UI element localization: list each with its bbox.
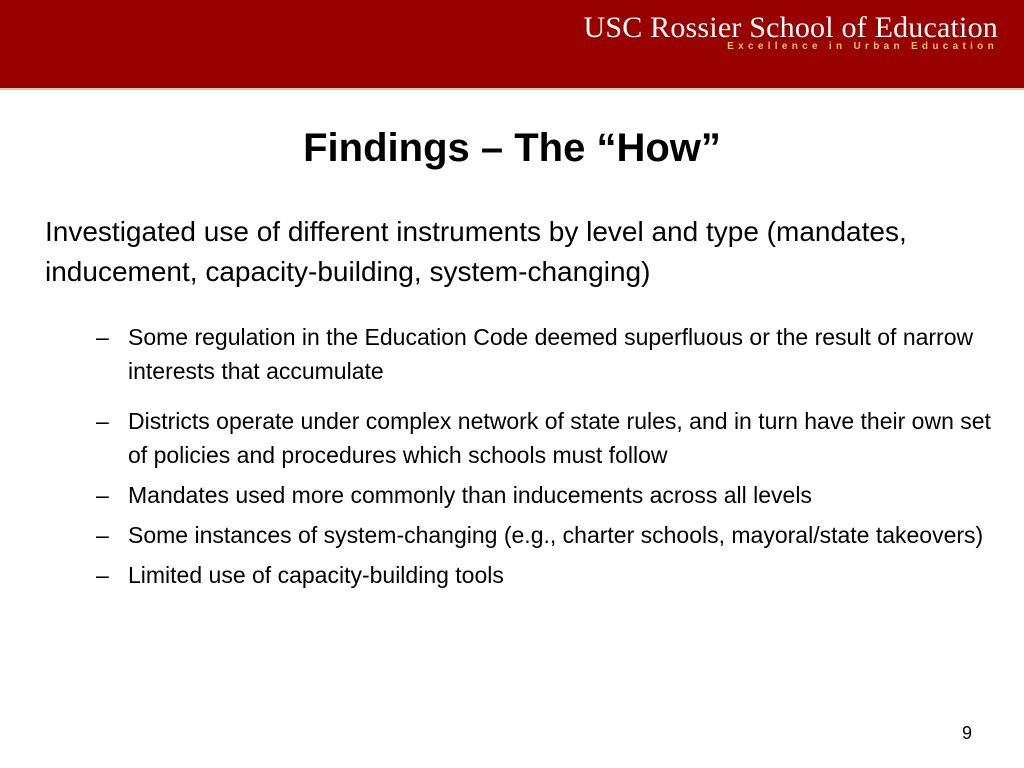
bullet-item: [96, 478, 996, 512]
school-name: USC Rossier School of Education: [583, 11, 998, 44]
banner-divider: [0, 88, 1024, 90]
bullet-text: Some instances of system-changing (e.g., charter schools, mayoral/state takeovers): [128, 522, 984, 548]
bullet-item: [96, 404, 996, 472]
school-tagline: Excellence in Urban Education: [727, 41, 998, 52]
bullet-item: [96, 558, 996, 592]
header-banner: [0, 0, 1024, 89]
bullet-text: Limited use of capacity-building tools: [128, 562, 504, 588]
bullet-dash: –: [96, 482, 109, 508]
bullet-text: Some regulation in the Education Code deemed superfluous or the result of narrow interests that accumulate: [128, 324, 974, 384]
bullet-dash: –: [96, 522, 109, 548]
page-number: 9: [961, 723, 972, 743]
bullet-dash: –: [96, 324, 109, 350]
bullet-dash: –: [96, 408, 109, 434]
bullet-item: [96, 518, 996, 552]
intro-text: Investigated use of different instruments by level and type (mandates, inducement, capacity-building, system-changing): [45, 216, 907, 287]
bullet-text: Mandates used more commonly than inducements across all levels: [128, 482, 812, 508]
bullet-text: Districts operate under complex network of state rules, and in turn have their own set of policies and procedures which schools must follow: [128, 408, 991, 468]
bullet-item: [96, 320, 996, 388]
bullet-list: [96, 320, 996, 598]
slide-title: Findings – The “How”: [303, 126, 721, 170]
bullet-dash: –: [96, 562, 109, 588]
